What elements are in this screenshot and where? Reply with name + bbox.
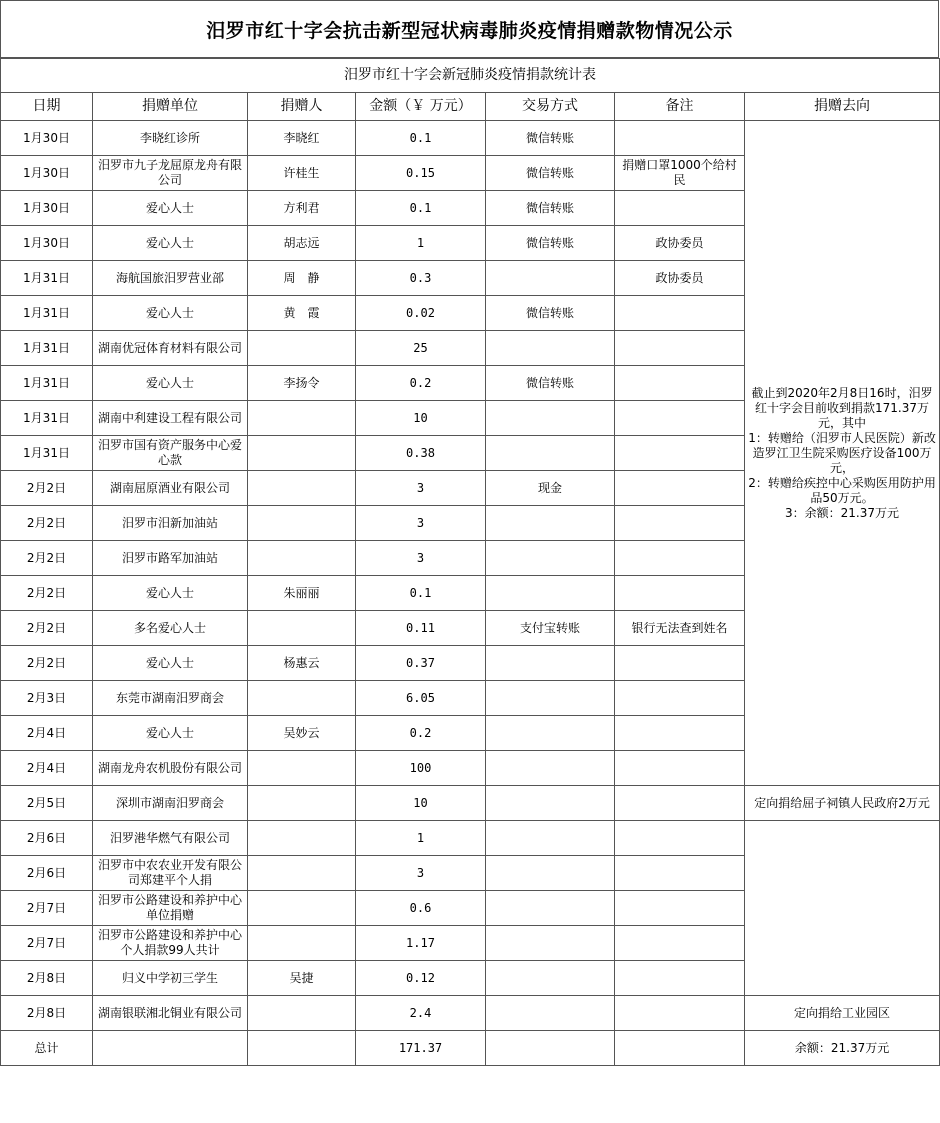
cell-method (486, 331, 615, 366)
table-row (1, 821, 940, 856)
cell-method (486, 926, 615, 961)
cell-method (486, 961, 615, 996)
cell-amount: 0.6 (356, 891, 486, 926)
cell-donor (248, 611, 356, 646)
cell-note (615, 961, 745, 996)
cell-method: 微信转账 (486, 226, 615, 261)
cell-note (615, 296, 745, 331)
cell-amount: 100 (356, 751, 486, 786)
cell-method (486, 751, 615, 786)
cell-donor (248, 401, 356, 436)
cell-note (615, 401, 745, 436)
cell-date: 1月31日 (1, 401, 93, 436)
cell-amount: 0.2 (356, 366, 486, 401)
cell-date: 2月5日 (1, 786, 93, 821)
cell-date: 2月2日 (1, 541, 93, 576)
total-method-empty (486, 1031, 615, 1066)
cell-donor: 李晓红 (248, 121, 356, 156)
cell-date: 1月31日 (1, 261, 93, 296)
cell-note (615, 121, 745, 156)
table-row (1, 786, 940, 821)
cell-unit: 湖南银联湘北铜业有限公司 (93, 996, 248, 1031)
header-destination: 捐赠去向 (745, 93, 940, 121)
cell-unit: 汨罗市公路建设和养护中心单位捐赠 (93, 891, 248, 926)
cell-note (615, 856, 745, 891)
cell-method: 微信转账 (486, 121, 615, 156)
destination-line: 截止到2020年2月8日16时，汨罗红十字会目前收到捐款171.37万元，其中 (751, 385, 933, 430)
cell-date: 1月30日 (1, 226, 93, 261)
cell-note: 政协委员 (615, 261, 745, 296)
cell-donor: 杨惠云 (248, 646, 356, 681)
cell-amount: 0.3 (356, 261, 486, 296)
cell-donor: 吴捷 (248, 961, 356, 996)
cell-unit: 爱心人士 (93, 716, 248, 751)
header-amount: 金额（￥ 万元） (356, 93, 486, 121)
cell-date: 1月30日 (1, 121, 93, 156)
total-unit-empty (93, 1031, 248, 1066)
cell-method (486, 856, 615, 891)
cell-donor: 吴妙云 (248, 716, 356, 751)
cell-date: 1月31日 (1, 436, 93, 471)
cell-note (615, 191, 745, 226)
cell-amount: 0.12 (356, 961, 486, 996)
destination-summary (745, 121, 940, 786)
cell-donor: 李扬令 (248, 366, 356, 401)
cell-note (615, 751, 745, 786)
header-date: 日期 (1, 93, 93, 121)
cell-donor (248, 331, 356, 366)
cell-date: 1月30日 (1, 191, 93, 226)
cell-date: 2月2日 (1, 471, 93, 506)
cell-note (615, 786, 745, 821)
cell-donor: 周 静 (248, 261, 356, 296)
destination-directed-town: 定向捐给屈子祠镇人民政府2万元 (745, 786, 940, 821)
cell-amount: 2.4 (356, 996, 486, 1031)
cell-method (486, 436, 615, 471)
page-title: 汨罗市红十字会抗击新型冠状病毒肺炎疫情捐赠款物情况公示 (0, 0, 939, 58)
cell-note (615, 681, 745, 716)
cell-date: 2月4日 (1, 751, 93, 786)
cell-amount: 25 (356, 331, 486, 366)
cell-method: 微信转账 (486, 296, 615, 331)
cell-unit: 湖南龙舟农机股份有限公司 (93, 751, 248, 786)
cell-unit: 汨罗市汨新加油站 (93, 506, 248, 541)
cell-amount: 0.1 (356, 191, 486, 226)
cell-donor: 许桂生 (248, 156, 356, 191)
cell-note (615, 366, 745, 401)
cell-method: 微信转账 (486, 366, 615, 401)
total-row (1, 1031, 940, 1066)
cell-date: 2月6日 (1, 856, 93, 891)
cell-amount: 0.2 (356, 716, 486, 751)
destination-line: 2：转赠给疾控中心采购医用防护用品50万元。 (748, 475, 936, 505)
cell-method (486, 716, 615, 751)
cell-method (486, 891, 615, 926)
header-row (1, 93, 940, 121)
cell-donor (248, 891, 356, 926)
cell-unit: 爱心人士 (93, 366, 248, 401)
cell-donor: 方利君 (248, 191, 356, 226)
cell-date: 1月31日 (1, 296, 93, 331)
cell-date: 2月2日 (1, 506, 93, 541)
cell-amount: 0.37 (356, 646, 486, 681)
cell-note: 政协委员 (615, 226, 745, 261)
cell-unit: 湖南优冠体育材料有限公司 (93, 331, 248, 366)
cell-unit: 爱心人士 (93, 191, 248, 226)
cell-unit: 海航国旅汨罗营业部 (93, 261, 248, 296)
cell-unit: 湖南中利建设工程有限公司 (93, 401, 248, 436)
cell-method: 现金 (486, 471, 615, 506)
cell-amount: 0.1 (356, 121, 486, 156)
cell-note: 银行无法查到姓名 (615, 611, 745, 646)
cell-date: 2月2日 (1, 646, 93, 681)
cell-date: 2月7日 (1, 926, 93, 961)
cell-method (486, 996, 615, 1031)
cell-amount: 1 (356, 226, 486, 261)
cell-donor (248, 471, 356, 506)
cell-donor (248, 926, 356, 961)
cell-note: 捐赠口罩1000个给村民 (615, 156, 745, 191)
cell-date: 2月6日 (1, 821, 93, 856)
cell-method (486, 576, 615, 611)
table-row (1, 996, 940, 1031)
cell-amount: 3 (356, 471, 486, 506)
cell-donor (248, 821, 356, 856)
cell-unit: 湖南屈原酒业有限公司 (93, 471, 248, 506)
cell-unit: 李晓红诊所 (93, 121, 248, 156)
cell-amount: 0.11 (356, 611, 486, 646)
cell-note (615, 996, 745, 1031)
cell-unit: 汨罗市公路建设和养护中心个人捐款99人共计 (93, 926, 248, 961)
cell-amount: 0.15 (356, 156, 486, 191)
cell-donor (248, 506, 356, 541)
cell-donor: 朱丽丽 (248, 576, 356, 611)
cell-unit: 汨罗港华燃气有限公司 (93, 821, 248, 856)
header-note: 备注 (615, 93, 745, 121)
destination-line: 1：转赠给（汨罗市人民医院）新改造罗江卫生院采购医疗设备100万元， (748, 430, 936, 475)
cell-method (486, 821, 615, 856)
cell-donor (248, 996, 356, 1031)
cell-method: 支付宝转账 (486, 611, 615, 646)
cell-date: 2月4日 (1, 716, 93, 751)
cell-note (615, 926, 745, 961)
cell-unit: 东莞市湖南汨罗商会 (93, 681, 248, 716)
cell-method (486, 541, 615, 576)
cell-unit: 爱心人士 (93, 646, 248, 681)
cell-note (615, 716, 745, 751)
cell-donor (248, 751, 356, 786)
cell-note (615, 541, 745, 576)
cell-donor (248, 436, 356, 471)
cell-date: 2月2日 (1, 576, 93, 611)
cell-unit: 爱心人士 (93, 226, 248, 261)
cell-date: 1月31日 (1, 331, 93, 366)
cell-donor (248, 541, 356, 576)
cell-unit: 爱心人士 (93, 296, 248, 331)
cell-unit: 爱心人士 (93, 576, 248, 611)
total-amount: 171.37 (356, 1031, 486, 1066)
cell-amount: 0.02 (356, 296, 486, 331)
cell-method (486, 646, 615, 681)
cell-donor (248, 681, 356, 716)
cell-method (486, 681, 615, 716)
total-note-empty (615, 1031, 745, 1066)
cell-date: 1月31日 (1, 366, 93, 401)
cell-note (615, 471, 745, 506)
destination-line: 3：余额：21.37万元 (785, 505, 900, 520)
cell-amount: 10 (356, 786, 486, 821)
cell-date: 2月3日 (1, 681, 93, 716)
cell-date: 2月8日 (1, 961, 93, 996)
cell-amount: 0.1 (356, 576, 486, 611)
cell-amount: 3 (356, 506, 486, 541)
cell-amount: 0.38 (356, 436, 486, 471)
cell-note (615, 436, 745, 471)
cell-date: 2月2日 (1, 611, 93, 646)
cell-donor: 胡志远 (248, 226, 356, 261)
cell-note (615, 891, 745, 926)
cell-amount: 1 (356, 821, 486, 856)
total-label: 总计 (1, 1031, 93, 1066)
cell-method: 微信转账 (486, 156, 615, 191)
cell-note (615, 576, 745, 611)
header-donor: 捐赠人 (248, 93, 356, 121)
cell-amount: 3 (356, 541, 486, 576)
destination-empty (745, 821, 940, 996)
cell-note (615, 506, 745, 541)
table-row (1, 121, 940, 156)
cell-note (615, 821, 745, 856)
cell-donor: 黄 霞 (248, 296, 356, 331)
cell-donor (248, 786, 356, 821)
cell-unit: 汨罗市九子龙屈原龙舟有限公司 (93, 156, 248, 191)
total-balance: 余额：21.37万元 (745, 1031, 940, 1066)
header-unit: 捐赠单位 (93, 93, 248, 121)
cell-method (486, 786, 615, 821)
header-method: 交易方式 (486, 93, 615, 121)
cell-unit: 深圳市湖南汨罗商会 (93, 786, 248, 821)
cell-note (615, 646, 745, 681)
cell-method (486, 261, 615, 296)
total-donor-empty (248, 1031, 356, 1066)
donation-table (0, 58, 940, 1066)
cell-amount: 3 (356, 856, 486, 891)
cell-amount: 10 (356, 401, 486, 436)
cell-unit: 多名爱心人士 (93, 611, 248, 646)
cell-unit: 归义中学初三学生 (93, 961, 248, 996)
cell-note (615, 331, 745, 366)
cell-date: 2月7日 (1, 891, 93, 926)
cell-amount: 1.17 (356, 926, 486, 961)
destination-directed-industrial: 定向捐给工业园区 (745, 996, 940, 1031)
cell-method: 微信转账 (486, 191, 615, 226)
cell-unit: 汨罗市国有资产服务中心爱心款 (93, 436, 248, 471)
cell-unit: 汨罗市中农农业开发有限公司郑建平个人捐 (93, 856, 248, 891)
cell-method (486, 401, 615, 436)
cell-donor (248, 856, 356, 891)
table-title: 汨罗市红十字会新冠肺炎疫情捐款统计表 (1, 59, 940, 93)
cell-date: 2月8日 (1, 996, 93, 1031)
cell-unit: 汨罗市路军加油站 (93, 541, 248, 576)
cell-amount: 6.05 (356, 681, 486, 716)
cell-method (486, 506, 615, 541)
cell-date: 1月30日 (1, 156, 93, 191)
